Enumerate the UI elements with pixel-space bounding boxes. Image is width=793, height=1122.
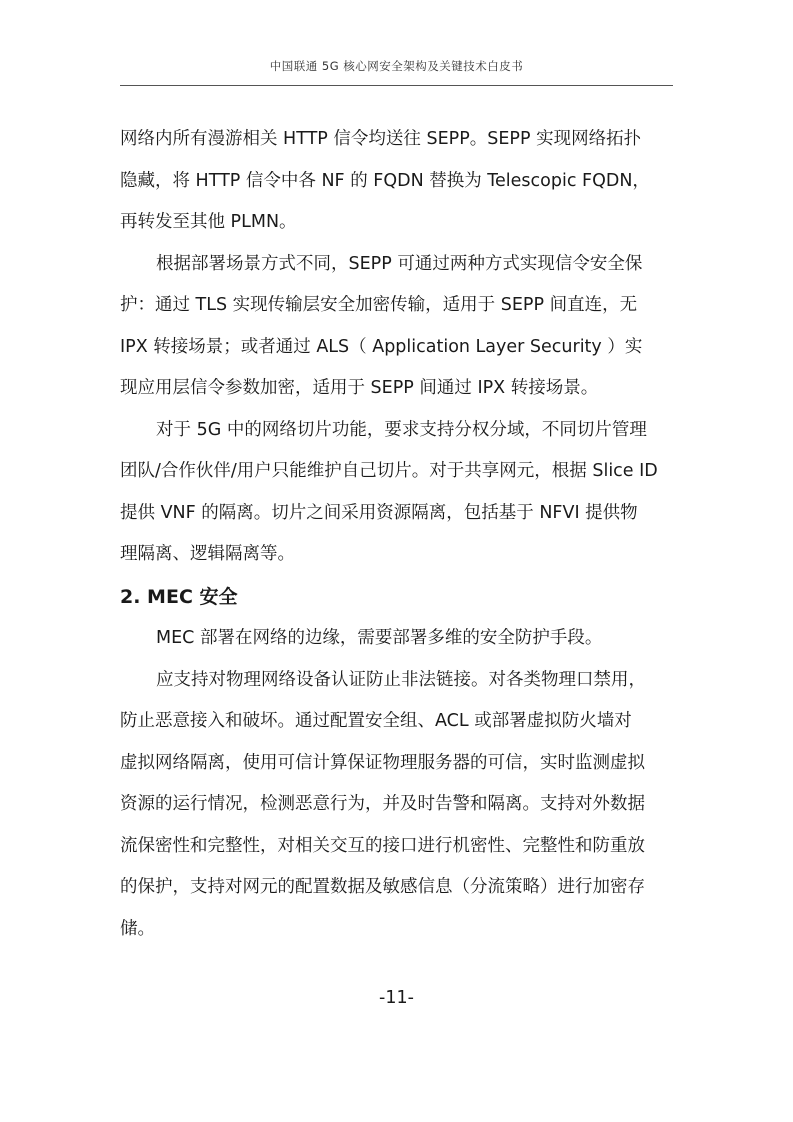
body-text-line: 的保护，支持对网元的配置数据及敏感信息（分流策略）进行加密存 bbox=[120, 877, 645, 897]
body-text-line: 理隔离、逻辑隔离等。 bbox=[120, 544, 295, 564]
body-text-line: 应支持对物理网络设备认证防止非法链接。对各类物理口禁用， bbox=[156, 670, 646, 690]
body-text-line: 对于 5G 中的网络切片功能，要求支持分权分域，不同切片管理 bbox=[156, 420, 647, 440]
body-text-line: 再转发至其他 PLMN。 bbox=[120, 212, 297, 232]
header-divider bbox=[120, 85, 673, 86]
body-text-line: 隐藏，将 HTTP 信令中各 NF 的 FQDN 替换为 Telescopic FQDN， bbox=[120, 171, 650, 191]
body-text-line: 防止恶意接入和破坏。通过配置安全组、ACL 或部署虚拟防火墙对 bbox=[120, 711, 632, 731]
body-text-line: 虚拟网络隔离，使用可信计算保证物理服务器的可信，实时监测虚拟 bbox=[120, 753, 645, 773]
body-text-line: 资源的运行情况，检测恶意行为，并及时告警和隔离。支持对外数据 bbox=[120, 794, 645, 814]
body-text-line: 储。 bbox=[120, 919, 155, 939]
body-text-line: 提供 VNF 的隔离。切片之间采用资源隔离，包括基于 NFVI 提供物 bbox=[120, 503, 638, 523]
body-text-line: 护：通过 TLS 实现传输层安全加密传输，适用于 SEPP 间直连，无 bbox=[120, 295, 638, 315]
body-text-line: 团队/合作伙伴/用户只能维护自己切片。对于共享网元，根据 Slice ID bbox=[120, 461, 658, 481]
body-text-line: 网络内所有漫游相关 HTTP 信令均送往 SEPP。SEPP 实现网络拓扑 bbox=[120, 129, 642, 149]
section-heading: 2. MEC 安全 bbox=[120, 586, 238, 608]
body-text-line: 根据部署场景方式不同，SEPP 可通过两种方式实现信令安全保 bbox=[156, 254, 643, 274]
body-text-line: IPX 转接场景；或者通过 ALS（ Application Layer Security ）实 bbox=[120, 337, 643, 357]
running-header: 中国联通 5G 核心网安全架构及关键技术白皮书 bbox=[269, 59, 524, 73]
body-text-line: 现应用层信令参数加密，适用于 SEPP 间通过 IPX 转接场景。 bbox=[120, 378, 599, 398]
body-text-line: MEC 部署在网络的边缘，需要部署多维的安全防护手段。 bbox=[156, 628, 603, 648]
page-number: -11- bbox=[379, 988, 414, 1008]
body-text-line: 流保密性和完整性，对相关交互的接口进行机密性、完整性和防重放 bbox=[120, 836, 645, 856]
